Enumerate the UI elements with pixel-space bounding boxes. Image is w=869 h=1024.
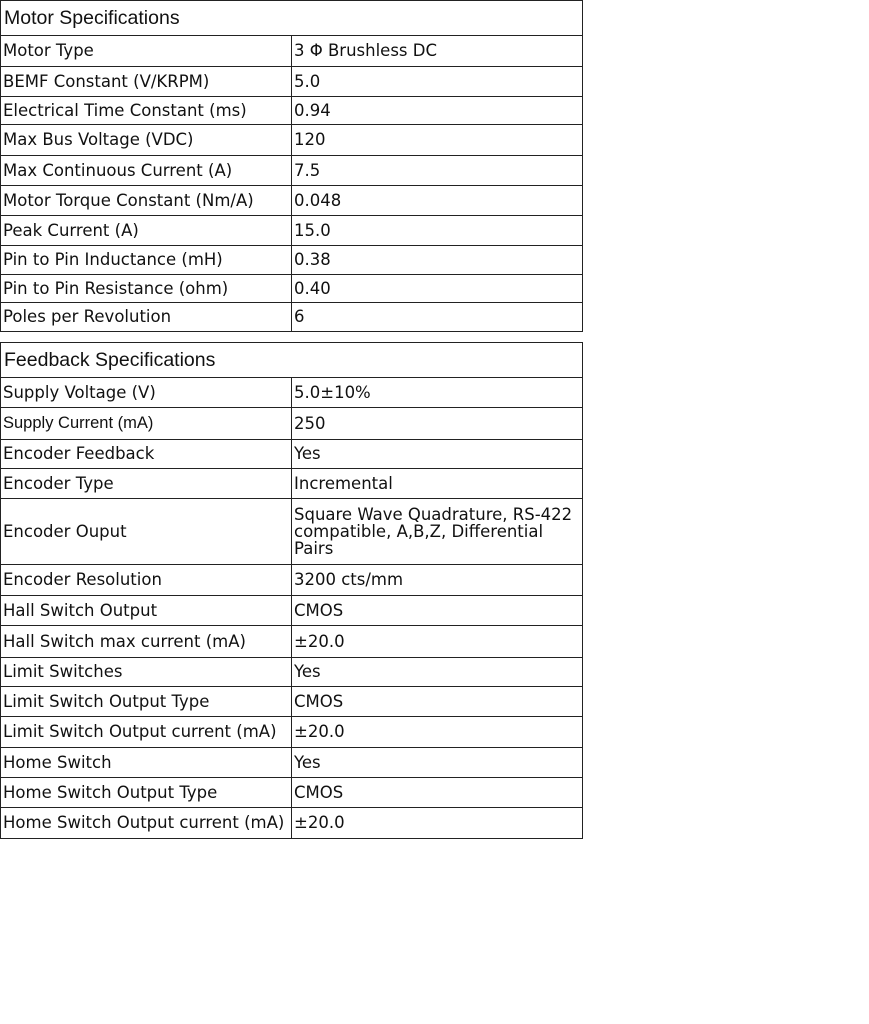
spec-value: Square Wave Quadrature, RS-422 compatible, A,B,Z, Differential Pairs [292,499,583,565]
spec-value: 7.5 [292,156,583,186]
table-row [1,378,583,408]
table-row [1,565,583,596]
table-row [1,596,583,626]
table-row [1,778,583,808]
spec-label: Encoder Feedback [1,440,292,469]
table-row [1,808,583,839]
table-row [1,246,583,275]
feedback-specifications-title: Feedback Specifications [1,343,583,378]
spec-label: Limit Switches [1,658,292,687]
table-row [1,748,583,778]
spec-value: 6 [292,303,583,332]
spec-label: Encoder Type [1,469,292,499]
spec-label: Peak Current (A) [1,216,292,246]
spec-label: Encoder Resolution [1,565,292,596]
table-row [1,97,583,125]
spec-value: CMOS [292,596,583,626]
table-row [1,156,583,186]
spec-value: 0.40 [292,275,583,303]
motor-specifications-table [0,0,583,332]
spec-value: 0.048 [292,186,583,216]
spec-label: Supply Voltage (V) [1,378,292,408]
spec-value: Yes [292,748,583,778]
table-row [1,216,583,246]
table-row [1,303,583,332]
motor-specifications-title: Motor Specifications [1,1,583,36]
spec-value: Yes [292,440,583,469]
spec-value: 5.0±10% [292,378,583,408]
spec-value: Incremental [292,469,583,499]
table-title-row [1,1,583,36]
spec-label: Pin to Pin Resistance (ohm) [1,275,292,303]
spec-value: ±20.0 [292,717,583,748]
table-row [1,36,583,67]
spec-label: Home Switch [1,748,292,778]
spec-value: CMOS [292,778,583,808]
table-row [1,67,583,97]
spec-label: Max Bus Voltage (VDC) [1,125,292,156]
table-row [1,186,583,216]
spec-label: BEMF Constant (V/KRPM) [1,67,292,97]
spec-label: Poles per Revolution [1,303,292,332]
table-row [1,626,583,658]
spec-value: 120 [292,125,583,156]
spec-label: Hall Switch max current (mA) [1,626,292,658]
table-row [1,408,583,440]
table-row [1,658,583,687]
spec-label: Motor Torque Constant (Nm/A) [1,186,292,216]
spec-label: Electrical Time Constant (ms) [1,97,292,125]
spec-label: Encoder Ouput [1,499,292,565]
spec-label: Supply Current (mA) [1,408,292,440]
spec-label: Pin to Pin Inductance (mH) [1,246,292,275]
spec-label: Limit Switch Output current (mA) [1,717,292,748]
spec-value: Yes [292,658,583,687]
table-row [1,717,583,748]
spec-value: 5.0 [292,67,583,97]
table-row [1,440,583,469]
table-row [1,275,583,303]
spec-value: 15.0 [292,216,583,246]
table-title-row [1,343,583,378]
spec-value: CMOS [292,687,583,717]
spec-value: 3 Φ Brushless DC [292,36,583,67]
spec-label: Limit Switch Output Type [1,687,292,717]
spec-label: Max Continuous Current (A) [1,156,292,186]
spec-value: ±20.0 [292,626,583,658]
spec-label: Home Switch Output Type [1,778,292,808]
spec-value: 3200 cts/mm [292,565,583,596]
table-row [1,125,583,156]
spec-value: 250 [292,408,583,440]
spec-label: Hall Switch Output [1,596,292,626]
spec-value: 0.94 [292,97,583,125]
spec-label: Motor Type [1,36,292,67]
spec-label: Home Switch Output current (mA) [1,808,292,839]
table-row [1,687,583,717]
feedback-specifications-table [0,342,583,839]
spec-value: ±20.0 [292,808,583,839]
spec-value: 0.38 [292,246,583,275]
table-row [1,499,583,565]
table-row [1,469,583,499]
